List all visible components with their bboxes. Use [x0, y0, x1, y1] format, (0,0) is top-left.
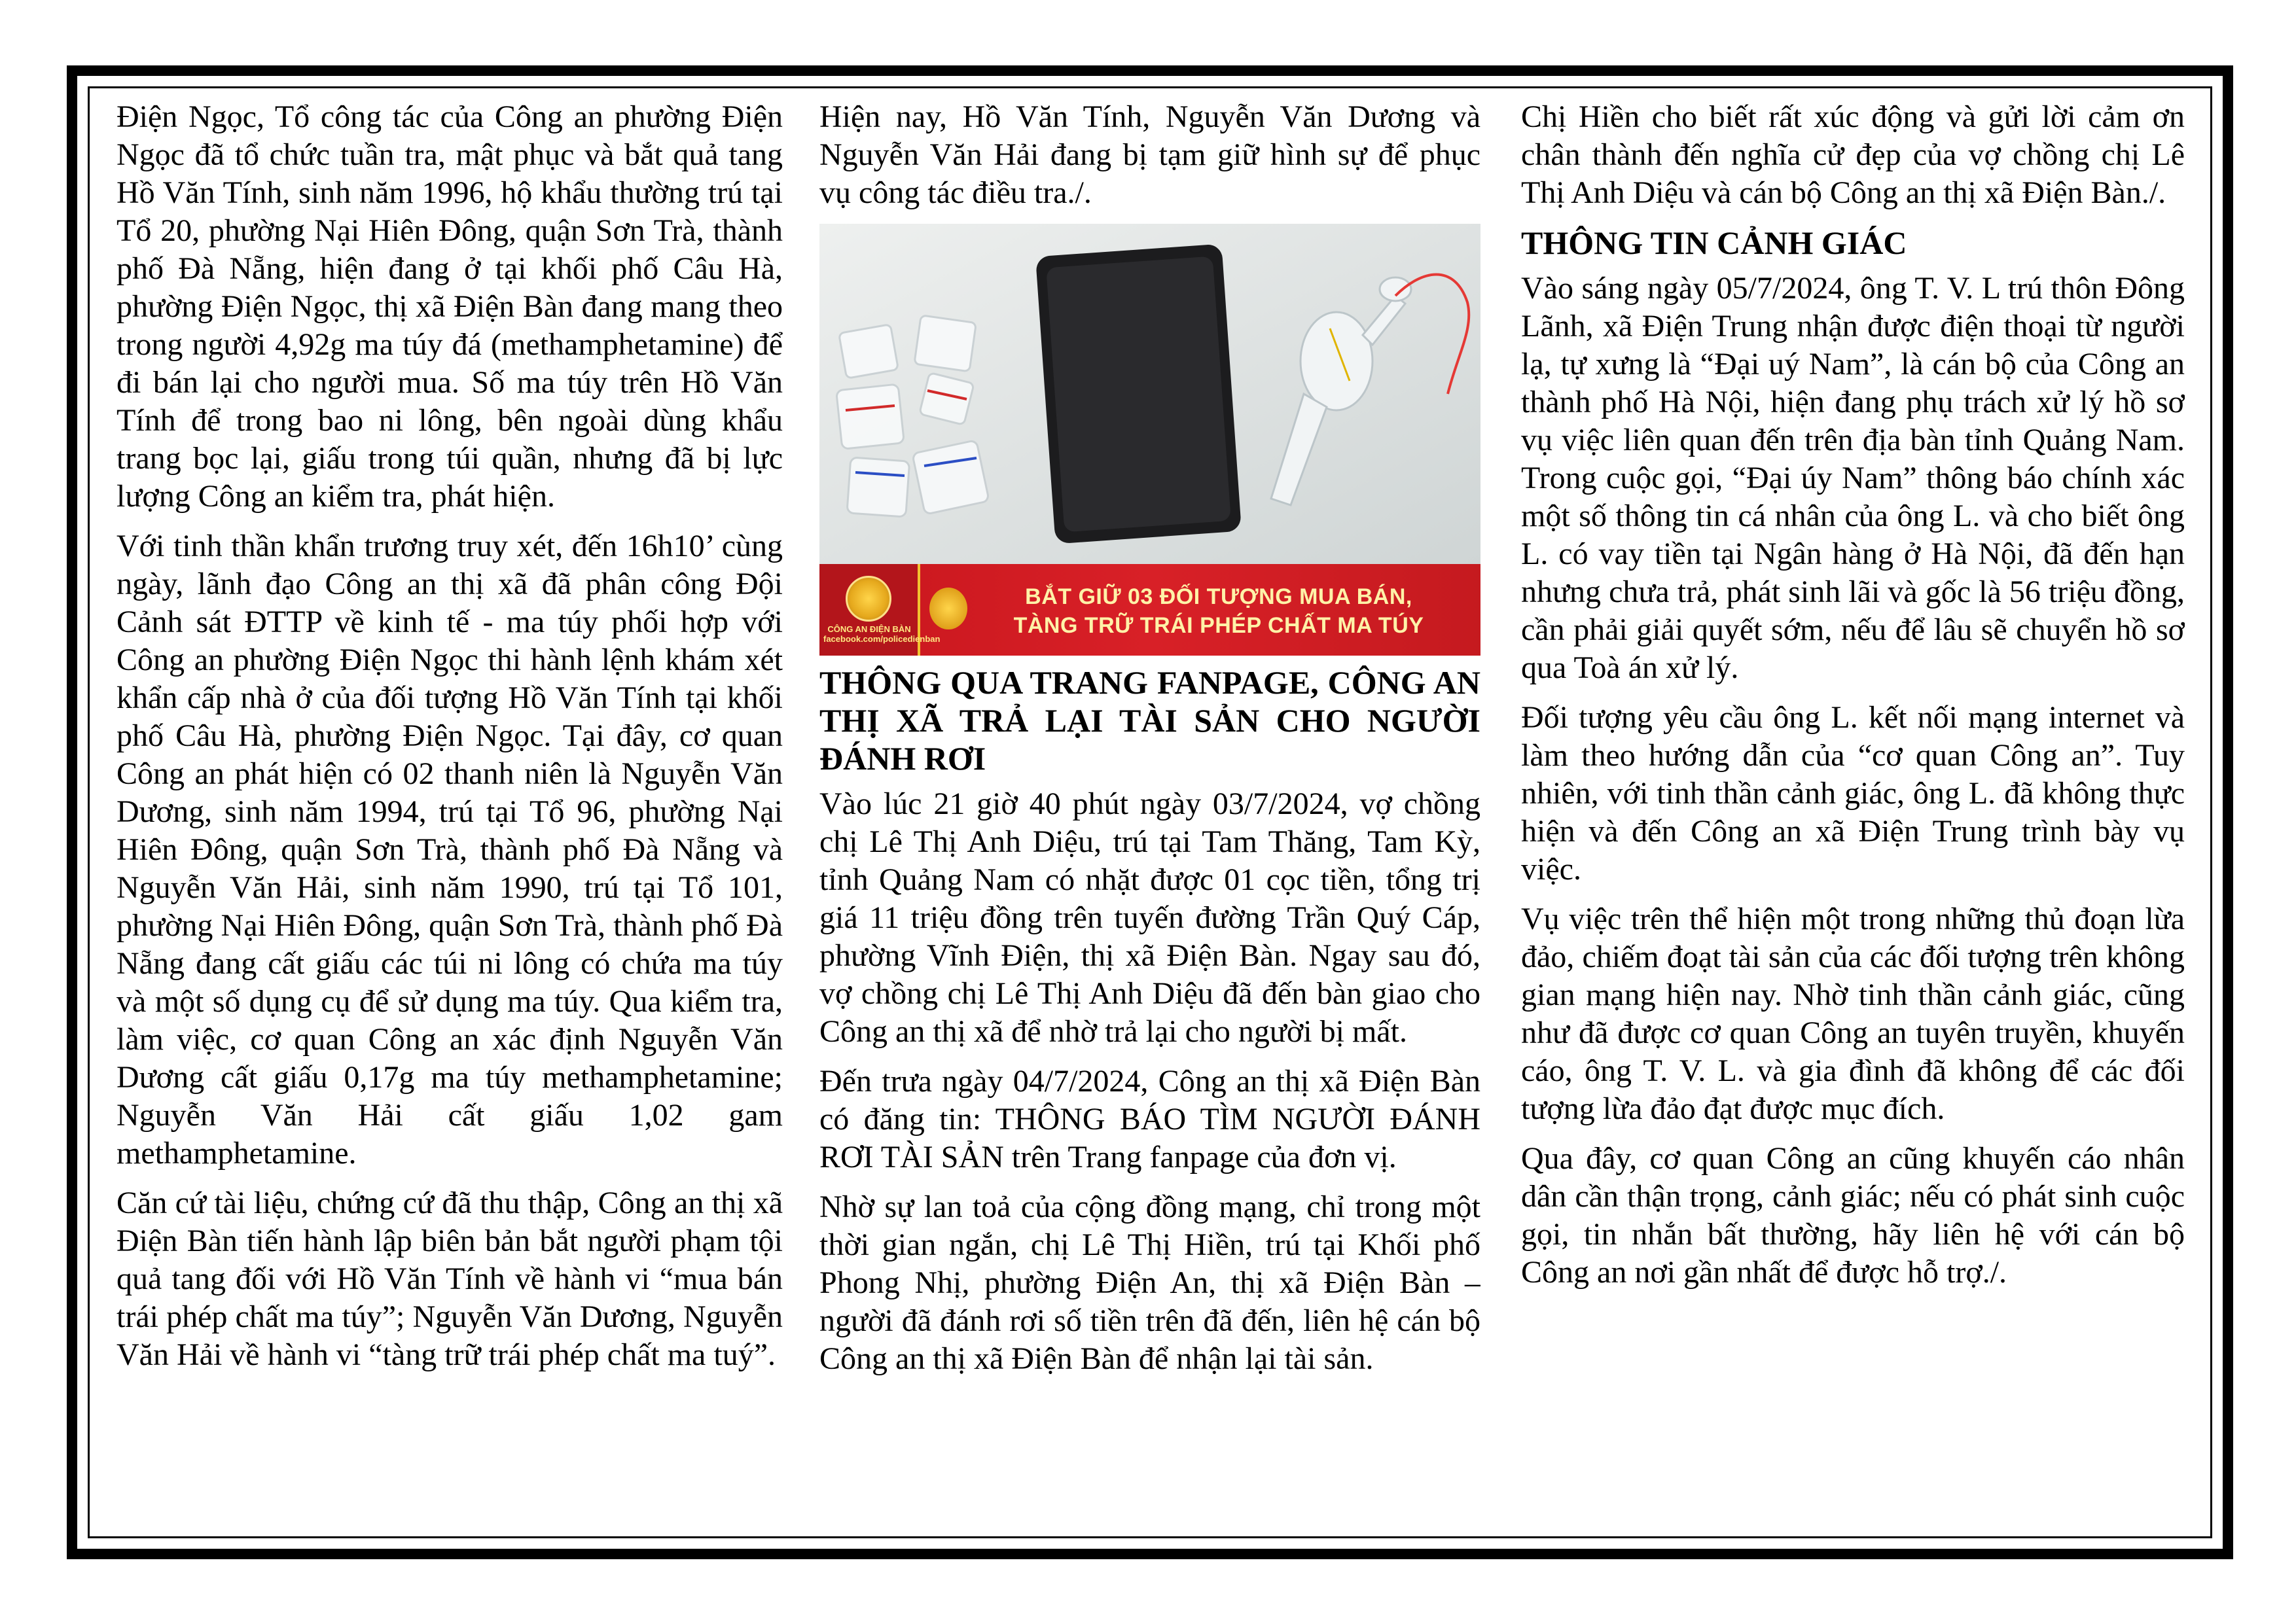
paragraph: Hiện nay, Hồ Văn Tính, Nguyễn Văn Dương và Nguyễn Văn Hải đang bị tạm giữ hình sự để phục vụ công tác điều tra./.: [819, 99, 1480, 210]
police-badge-icon: [846, 576, 891, 622]
evidence-photo: [819, 224, 1480, 656]
paragraph: Căn cứ tài liệu, chứng cứ đã thu thập, Công an thị xã Điện Bàn tiến hành lập biên bản bắt người phạm tội quả tang đối với Hồ Văn Tính về hành vi “mua bán trái phép chất ma túy”; Nguyễn Văn Dương, Nguyễn Văn Hải về hành vi “tàng trữ trái phép chất ma tuý”.: [117, 1186, 783, 1372]
banner-headline: [983, 582, 1454, 640]
paragraph: Đối tượng yêu cầu ông L. kết nối mạng internet và làm theo hướng dẫn của “cơ quan Công an”. Tuy nhiên, với tinh thần cảnh giác, ông L. đã không thực hiện và đến Công an xã Điện Trung trình bày vụ việc.: [1521, 700, 2185, 887]
paragraph: Qua đây, cơ quan Công an cũng khuyến cáo nhân dân cần thận trọng, cảnh giác; nếu có phát sinh cuộc gọi, tin nhắn bất thường, hãy liên hệ với cán bộ Công an nơi gần nhất để được hỗ trợ./.: [1521, 1141, 2185, 1290]
logo-text: CÔNG AN ĐIỆN BÀN facebook.com/policedienban: [823, 624, 941, 644]
column-1: [117, 98, 783, 1552]
paragraph: Nhờ sự lan toả của cộng đồng mạng, chỉ trong một thời gian ngắn, chị Lê Thị Hiền, trú tại Khối phố Phong Nhị, phường Điện An, thị xã Điện Bàn – người đã đánh rơi số tiền trên đã đến, liên hệ cán bộ Công an thị xã Điện Bàn để nhận lại tài sản.: [819, 1190, 1480, 1376]
banner-headline-line2: TÀNG TRỮ TRÁI PHÉP CHẤT MA TÚY: [1013, 613, 1424, 638]
column-2: [819, 98, 1480, 1552]
article-heading: THÔNG QUA TRANG FANPAGE, CÔNG AN THỊ XÃ TRẢ LẠI TÀI SẢN CHO NGƯỜI ĐÁNH RƠI: [819, 664, 1480, 777]
column-3: [1521, 98, 2185, 1552]
police-logo-area: [819, 564, 941, 656]
article-heading: THÔNG TIN CẢNH GIÁC: [1521, 224, 1907, 261]
paragraph: Vào sáng ngày 05/7/2024, ông T. V. L trú thôn Đông Lãnh, xã Điện Trung nhận được điện thoại từ người lạ, tự xưng là “Đại uý Nam”, là cán bộ của Công an thành phố Hà Nội, hiện đang phụ trách xử lý hồ sơ vụ việc liên quan đến trên địa bàn tỉnh Quảng Nam. Trong cuộc gọi, “Đại úy Nam” thông báo chính xác một số thông tin cá nhân của ông L. và cho biết ông L. có vay tiền tại Ngân hàng ở Hà Nội, đã đến hạn nhưng chưa trả, phát sinh lãi và gốc là 56 triệu đồng, cần phải giải quyết sớm, nếu để lâu sẽ chuyển hồ sơ qua Toà án xử lý.: [1521, 271, 2185, 685]
paragraph: Điện Ngọc, Tổ công tác của Công an phường Điện Ngọc đã tổ chức tuần tra, mật phục và bắt quả tang Hồ Văn Tính, sinh năm 1996, hộ khẩu thường trú tại Tổ 20, phường Nại Hiên Đông, quận Sơn Trà, thành phố Đà Nẵng, hiện đang ở tại khối phố Câu Hà, phường Điện Ngọc, thị xã Điện Bàn đang mang theo trong người 4,92g ma túy đá (methamphetamine) để đi bán lại cho người mua. Số ma túy trên Hồ Văn Tính để trong bao ni lông, bên ngoài dùng khẩu trang bọc lại, giấu trong túi quần, nhưng đã bị lực lượng Công an kiểm tra, phát hiện.: [117, 99, 783, 514]
photo-banner: [819, 564, 1480, 656]
emblem-icon: [929, 588, 967, 629]
paragraph: Vụ việc trên thể hiện một trong những thủ đoạn lừa đảo, chiếm đoạt tài sản của các đối tượng trên không gian mạng hiện nay. Nhờ tinh thần cảnh giác, cũng như đã được cơ quan Công an tuyên truyền, khuyến cáo, ông T. V. L. và gia đình đã không để các đối tượng lừa đảo đạt được mục đích.: [1521, 902, 2185, 1126]
banner-headline-line1: BẮT GIỮ 03 ĐỐI TƯỢNG MUA BÁN,: [1025, 584, 1412, 609]
paragraph: Chị Hiền cho biết rất xúc động và gửi lời cảm ơn chân thành đến nghĩa cử đẹp của vợ chồng chị Lê Thị Anh Diệu và cán bộ Công an thị xã Điện Bàn./.: [1521, 99, 2185, 210]
evidence-scene: [819, 224, 1480, 564]
paragraph: Đến trưa ngày 04/7/2024, Công an thị xã Điện Bàn có đăng tin: THÔNG BÁO TÌM NGƯỜI ĐÁNH RƠI TÀI SẢN trên Trang fanpage của đơn vị.: [819, 1064, 1480, 1174]
paragraph: Vào lúc 21 giờ 40 phút ngày 03/7/2024, vợ chồng chị Lê Thị Anh Diệu, trú tại Tam Thăng, Tam Kỳ, tỉnh Quảng Nam có nhặt được 01 cọc tiền, tổng trị giá 11 triệu đồng trên tuyến đường Trần Quý Cáp, phường Vĩnh Điện, thị xã Điện Bàn. Ngay sau đó, vợ chồng chị Lê Thị Anh Diệu đã đến bàn giao cho Công an thị xã để nhờ trả lại cho người bị mất.: [819, 786, 1480, 1049]
paragraph: Với tinh thần khẩn trương truy xét, đến 16h10’ cùng ngày, lãnh đạo Công an thị xã đã phân công Đội Cảnh sát ĐTTP về kinh tế - ma túy phối hợp với Công an phường Điện Ngọc thi hành lệnh khám xét khẩn cấp nhà ở của đối tượng Hồ Văn Tính tại khối phố Câu Hà, phường Điện Ngọc. Tại đây, cơ quan Công an phát hiện có 02 thanh niên là Nguyễn Văn Dương, sinh năm 1994, trú tại Tổ 96, phường Nại Hiên Đông, quận Sơn Trà, thành phố Đà Nẵng và Nguyễn Văn Hải, sinh năm 1990, trú tại Tổ 101, phường Nại Hiên Đông, quận Sơn Trà, thành phố Đà Nẵng đang cất giấu các túi ni lông có chứa ma túy và một số dụng cụ để sử dụng ma túy. Qua kiểm tra, làm việc, cơ quan Công an xác định Nguyễn Văn Dương cất giấu 0,17g ma túy methamphetamine; Nguyễn Văn Hải cất giấu 1,02 gam methamphetamine.: [117, 529, 783, 1171]
